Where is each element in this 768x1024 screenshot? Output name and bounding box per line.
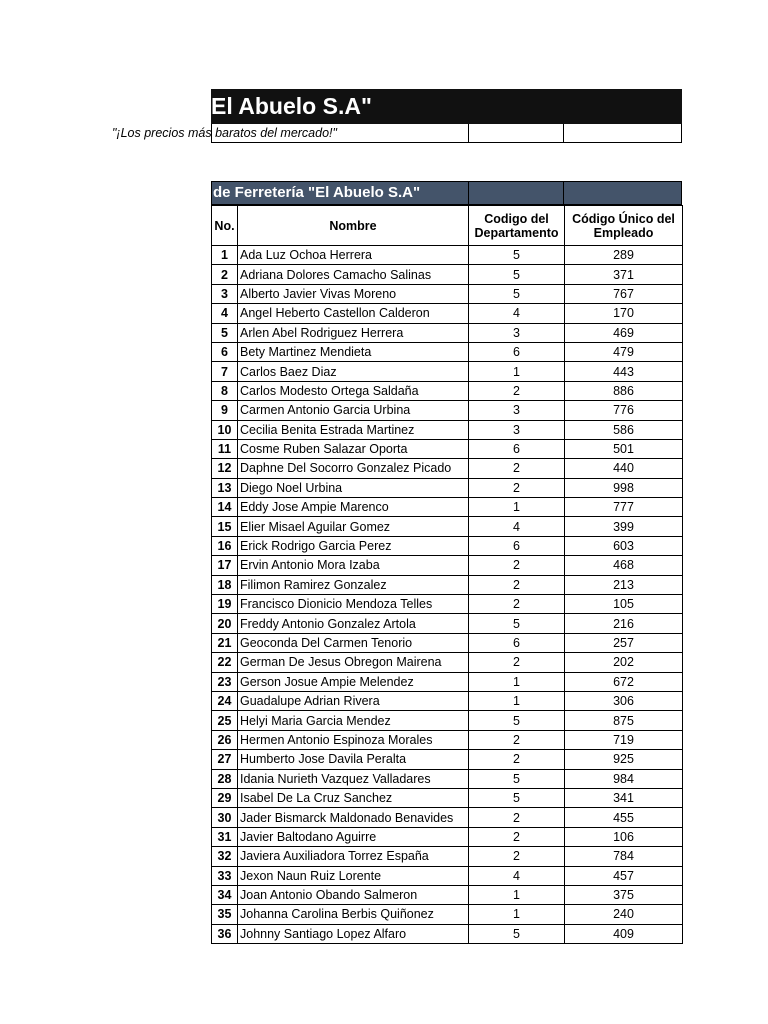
- employee-name-cell[interactable]: Francisco Dionicio Mendoza Telles: [238, 595, 469, 614]
- table-row: [212, 633, 683, 652]
- employee-name-cell[interactable]: Cecilia Benita Estrada Martinez: [238, 420, 469, 439]
- employee-code-cell[interactable]: 443: [565, 362, 683, 381]
- row-number-cell[interactable]: 27: [212, 750, 238, 769]
- employee-name-cell[interactable]: Freddy Antonio Gonzalez Artola: [238, 614, 469, 633]
- header-no[interactable]: No.: [212, 206, 238, 246]
- department-code-cell[interactable]: 4: [469, 517, 565, 536]
- department-code-cell[interactable]: 1: [469, 885, 565, 904]
- department-code-cell[interactable]: 3: [469, 323, 565, 342]
- department-code-cell[interactable]: 5: [469, 924, 565, 943]
- department-code-cell[interactable]: 1: [469, 362, 565, 381]
- table-row: [212, 478, 683, 497]
- table-row: [212, 595, 683, 614]
- employee-name-cell[interactable]: Johanna Carolina Berbis Quiñonez: [238, 905, 469, 924]
- department-code-cell[interactable]: 5: [469, 769, 565, 788]
- employee-name-cell[interactable]: Hermen Antonio Espinoza Morales: [238, 730, 469, 749]
- employee-code-cell[interactable]: 106: [565, 827, 683, 846]
- employee-code-cell[interactable]: 399: [565, 517, 683, 536]
- department-code-cell[interactable]: 2: [469, 847, 565, 866]
- employee-name-cell[interactable]: Javier Baltodano Aguirre: [238, 827, 469, 846]
- row-number-cell[interactable]: 5: [212, 323, 238, 342]
- department-code-cell[interactable]: 2: [469, 595, 565, 614]
- row-number-cell[interactable]: 33: [212, 866, 238, 885]
- table-row: [212, 885, 683, 904]
- row-number-cell[interactable]: 11: [212, 439, 238, 458]
- department-code-cell[interactable]: 1: [469, 672, 565, 691]
- employee-code-cell[interactable]: 501: [565, 439, 683, 458]
- department-code-cell[interactable]: 5: [469, 788, 565, 807]
- row-number-cell[interactable]: 19: [212, 595, 238, 614]
- row-number-cell[interactable]: 4: [212, 304, 238, 323]
- employee-code-cell[interactable]: 240: [565, 905, 683, 924]
- department-code-cell[interactable]: 5: [469, 614, 565, 633]
- row-number-cell[interactable]: 12: [212, 459, 238, 478]
- cell-divider: [563, 124, 564, 142]
- table-row: [212, 575, 683, 594]
- department-code-cell[interactable]: 2: [469, 575, 565, 594]
- employee-name-cell[interactable]: Arlen Abel Rodriguez Herrera: [238, 323, 469, 342]
- row-number-cell[interactable]: 36: [212, 924, 238, 943]
- employee-code-cell[interactable]: 409: [565, 924, 683, 943]
- department-code-cell[interactable]: 2: [469, 808, 565, 827]
- employee-name-cell[interactable]: Bety Martinez Mendieta: [238, 342, 469, 361]
- department-code-cell[interactable]: 2: [469, 459, 565, 478]
- row-number-cell[interactable]: 14: [212, 498, 238, 517]
- table-row: [212, 498, 683, 517]
- row-number-cell[interactable]: 7: [212, 362, 238, 381]
- table-row: [212, 556, 683, 575]
- department-code-cell[interactable]: 6: [469, 342, 565, 361]
- employee-code-cell[interactable]: 257: [565, 633, 683, 652]
- cell-divider: [468, 182, 469, 204]
- row-number-cell[interactable]: 21: [212, 633, 238, 652]
- department-code-cell[interactable]: 3: [469, 420, 565, 439]
- table-row: [212, 265, 683, 284]
- table-row: [212, 788, 683, 807]
- employee-name-cell[interactable]: Erick Rodrigo Garcia Perez: [238, 536, 469, 555]
- table-row: [212, 284, 683, 303]
- row-number-cell[interactable]: 30: [212, 808, 238, 827]
- row-number-cell[interactable]: 20: [212, 614, 238, 633]
- employee-name-cell[interactable]: Diego Noel Urbina: [238, 478, 469, 497]
- employee-code-cell[interactable]: 455: [565, 808, 683, 827]
- table-row: [212, 866, 683, 885]
- employee-name-cell[interactable]: Cosme Ruben Salazar Oporta: [238, 439, 469, 458]
- employee-name-cell[interactable]: Filimon Ramirez Gonzalez: [238, 575, 469, 594]
- employee-name-cell[interactable]: Jader Bismarck Maldonado Benavides: [238, 808, 469, 827]
- table-row: [212, 517, 683, 536]
- employee-code-cell[interactable]: 886: [565, 381, 683, 400]
- table-row: [212, 401, 683, 420]
- row-number-cell[interactable]: 6: [212, 342, 238, 361]
- table-row: [212, 827, 683, 846]
- department-code-cell[interactable]: 5: [469, 265, 565, 284]
- department-code-cell[interactable]: 6: [469, 439, 565, 458]
- employee-name-cell[interactable]: Helyi Maria Garcia Mendez: [238, 711, 469, 730]
- row-number-cell[interactable]: 22: [212, 653, 238, 672]
- table-row: [212, 905, 683, 924]
- table-row: [212, 323, 683, 342]
- employee-name-cell[interactable]: Carlos Modesto Ortega Saldaña: [238, 381, 469, 400]
- employee-name-cell[interactable]: Guadalupe Adrian Rivera: [238, 691, 469, 710]
- header-dept-code[interactable]: Codigo del Departamento: [469, 206, 565, 246]
- department-code-cell[interactable]: 1: [469, 905, 565, 924]
- table-row: [212, 439, 683, 458]
- employee-code-cell[interactable]: 479: [565, 342, 683, 361]
- employee-name-cell[interactable]: Joan Antonio Obando Salmeron: [238, 885, 469, 904]
- employee-name-cell[interactable]: Daphne Del Socorro Gonzalez Picado: [238, 459, 469, 478]
- table-row: [212, 808, 683, 827]
- employee-code-cell[interactable]: 875: [565, 711, 683, 730]
- employee-name-cell[interactable]: Ervin Antonio Mora Izaba: [238, 556, 469, 575]
- employee-name-cell[interactable]: Elier Misael Aguilar Gomez: [238, 517, 469, 536]
- row-number-cell[interactable]: 28: [212, 769, 238, 788]
- department-code-cell[interactable]: 6: [469, 536, 565, 555]
- row-number-cell[interactable]: 31: [212, 827, 238, 846]
- employee-code-cell[interactable]: 213: [565, 575, 683, 594]
- row-number-cell[interactable]: 8: [212, 381, 238, 400]
- employee-name-cell[interactable]: Carmen Antonio Garcia Urbina: [238, 401, 469, 420]
- department-code-cell[interactable]: 2: [469, 730, 565, 749]
- table-row: [212, 246, 683, 265]
- row-number-cell[interactable]: 26: [212, 730, 238, 749]
- table-row: [212, 847, 683, 866]
- department-code-cell[interactable]: 1: [469, 691, 565, 710]
- employee-code-cell[interactable]: 216: [565, 614, 683, 633]
- department-code-cell[interactable]: 6: [469, 633, 565, 652]
- employee-name-cell[interactable]: German De Jesus Obregon Mairena: [238, 653, 469, 672]
- employee-code-cell[interactable]: 672: [565, 672, 683, 691]
- table-row: [212, 769, 683, 788]
- header-row: [212, 206, 683, 246]
- table-row: [212, 711, 683, 730]
- row-number-cell[interactable]: 3: [212, 284, 238, 303]
- employee-code-cell[interactable]: 375: [565, 885, 683, 904]
- employee-code-cell[interactable]: 586: [565, 420, 683, 439]
- employee-name-cell[interactable]: Alberto Javier Vivas Moreno: [238, 284, 469, 303]
- employee-code-cell[interactable]: 371: [565, 265, 683, 284]
- row-number-cell[interactable]: 23: [212, 672, 238, 691]
- row-number-cell[interactable]: 2: [212, 265, 238, 284]
- employee-code-cell[interactable]: 105: [565, 595, 683, 614]
- employee-code-cell[interactable]: 984: [565, 769, 683, 788]
- cell-divider: [468, 124, 469, 142]
- cell-divider: [563, 182, 564, 204]
- department-code-cell[interactable]: 2: [469, 381, 565, 400]
- employee-code-cell[interactable]: 469: [565, 323, 683, 342]
- employee-name-cell[interactable]: Gerson Josue Ampie Melendez: [238, 672, 469, 691]
- table-row: [212, 672, 683, 691]
- employee-code-cell[interactable]: 202: [565, 653, 683, 672]
- row-number-cell[interactable]: 17: [212, 556, 238, 575]
- employee-code-cell[interactable]: 776: [565, 401, 683, 420]
- table-body: [212, 246, 683, 944]
- row-number-cell[interactable]: 35: [212, 905, 238, 924]
- department-code-cell[interactable]: 5: [469, 284, 565, 303]
- table-row: [212, 750, 683, 769]
- employee-code-cell[interactable]: 289: [565, 246, 683, 265]
- employee-code-cell[interactable]: 440: [565, 459, 683, 478]
- employee-code-cell[interactable]: 784: [565, 847, 683, 866]
- table-row: [212, 381, 683, 400]
- row-number-cell[interactable]: 13: [212, 478, 238, 497]
- employee-code-cell[interactable]: 468: [565, 556, 683, 575]
- employee-name-cell[interactable]: Angel Heberto Castellon Calderon: [238, 304, 469, 323]
- table-row: [212, 924, 683, 943]
- employee-code-cell[interactable]: 341: [565, 788, 683, 807]
- employee-name-cell[interactable]: Ada Luz Ochoa Herrera: [238, 246, 469, 265]
- employee-name-cell[interactable]: Jexon Naun Ruiz Lorente: [238, 866, 469, 885]
- row-number-cell[interactable]: 16: [212, 536, 238, 555]
- department-code-cell[interactable]: 5: [469, 711, 565, 730]
- employee-name-cell[interactable]: Javiera Auxiliadora Torrez España: [238, 847, 469, 866]
- employee-table: [211, 205, 683, 944]
- table-row: [212, 653, 683, 672]
- table-row: [212, 459, 683, 478]
- table-row: [212, 304, 683, 323]
- employee-code-cell[interactable]: 306: [565, 691, 683, 710]
- table-title: de Ferretería "El Abuelo S.A": [213, 184, 421, 201]
- employee-name-cell[interactable]: Humberto Jose Davila Peralta: [238, 750, 469, 769]
- department-code-cell[interactable]: 2: [469, 478, 565, 497]
- department-code-cell[interactable]: 2: [469, 750, 565, 769]
- table-row: [212, 730, 683, 749]
- department-code-cell[interactable]: 4: [469, 304, 565, 323]
- row-number-cell[interactable]: 10: [212, 420, 238, 439]
- employee-code-cell[interactable]: 719: [565, 730, 683, 749]
- table-row: [212, 342, 683, 361]
- row-number-cell[interactable]: 24: [212, 691, 238, 710]
- employee-name-cell[interactable]: Eddy Jose Ampie Marenco: [238, 498, 469, 517]
- row-number-cell[interactable]: 18: [212, 575, 238, 594]
- row-number-cell[interactable]: 32: [212, 847, 238, 866]
- table-row: [212, 536, 683, 555]
- table-row: [212, 691, 683, 710]
- row-number-cell[interactable]: 29: [212, 788, 238, 807]
- department-code-cell[interactable]: 5: [469, 246, 565, 265]
- employee-name-cell[interactable]: Carlos Baez Diaz: [238, 362, 469, 381]
- employee-name-cell[interactable]: Johnny Santiago Lopez Alfaro: [238, 924, 469, 943]
- row-number-cell[interactable]: 1: [212, 246, 238, 265]
- employee-code-cell[interactable]: 998: [565, 478, 683, 497]
- department-code-cell[interactable]: 1: [469, 498, 565, 517]
- company-title: El Abuelo S.A": [211, 93, 372, 119]
- employee-code-cell[interactable]: 457: [565, 866, 683, 885]
- department-code-cell[interactable]: 4: [469, 866, 565, 885]
- department-code-cell[interactable]: 3: [469, 401, 565, 420]
- employee-name-cell[interactable]: Geoconda Del Carmen Tenorio: [238, 633, 469, 652]
- employee-code-cell[interactable]: 767: [565, 284, 683, 303]
- header-employee-code[interactable]: Código Único del Empleado: [565, 206, 683, 246]
- row-number-cell[interactable]: 15: [212, 517, 238, 536]
- row-number-cell[interactable]: 25: [212, 711, 238, 730]
- employee-code-cell[interactable]: 925: [565, 750, 683, 769]
- employee-code-cell[interactable]: 777: [565, 498, 683, 517]
- row-number-cell[interactable]: 9: [212, 401, 238, 420]
- company-slogan: "¡Los precios más baratos del mercado!": [112, 126, 337, 140]
- row-number-cell[interactable]: 34: [212, 885, 238, 904]
- employee-code-cell[interactable]: 170: [565, 304, 683, 323]
- table-row: [212, 420, 683, 439]
- employee-name-cell[interactable]: Isabel De La Cruz Sanchez: [238, 788, 469, 807]
- department-code-cell[interactable]: 2: [469, 653, 565, 672]
- department-code-cell[interactable]: 2: [469, 827, 565, 846]
- header-name[interactable]: Nombre: [238, 206, 469, 246]
- employee-name-cell[interactable]: Adriana Dolores Camacho Salinas: [238, 265, 469, 284]
- table-row: [212, 614, 683, 633]
- table-row: [212, 362, 683, 381]
- department-code-cell[interactable]: 2: [469, 556, 565, 575]
- employee-code-cell[interactable]: 603: [565, 536, 683, 555]
- employee-name-cell[interactable]: Idania Nurieth Vazquez Valladares: [238, 769, 469, 788]
